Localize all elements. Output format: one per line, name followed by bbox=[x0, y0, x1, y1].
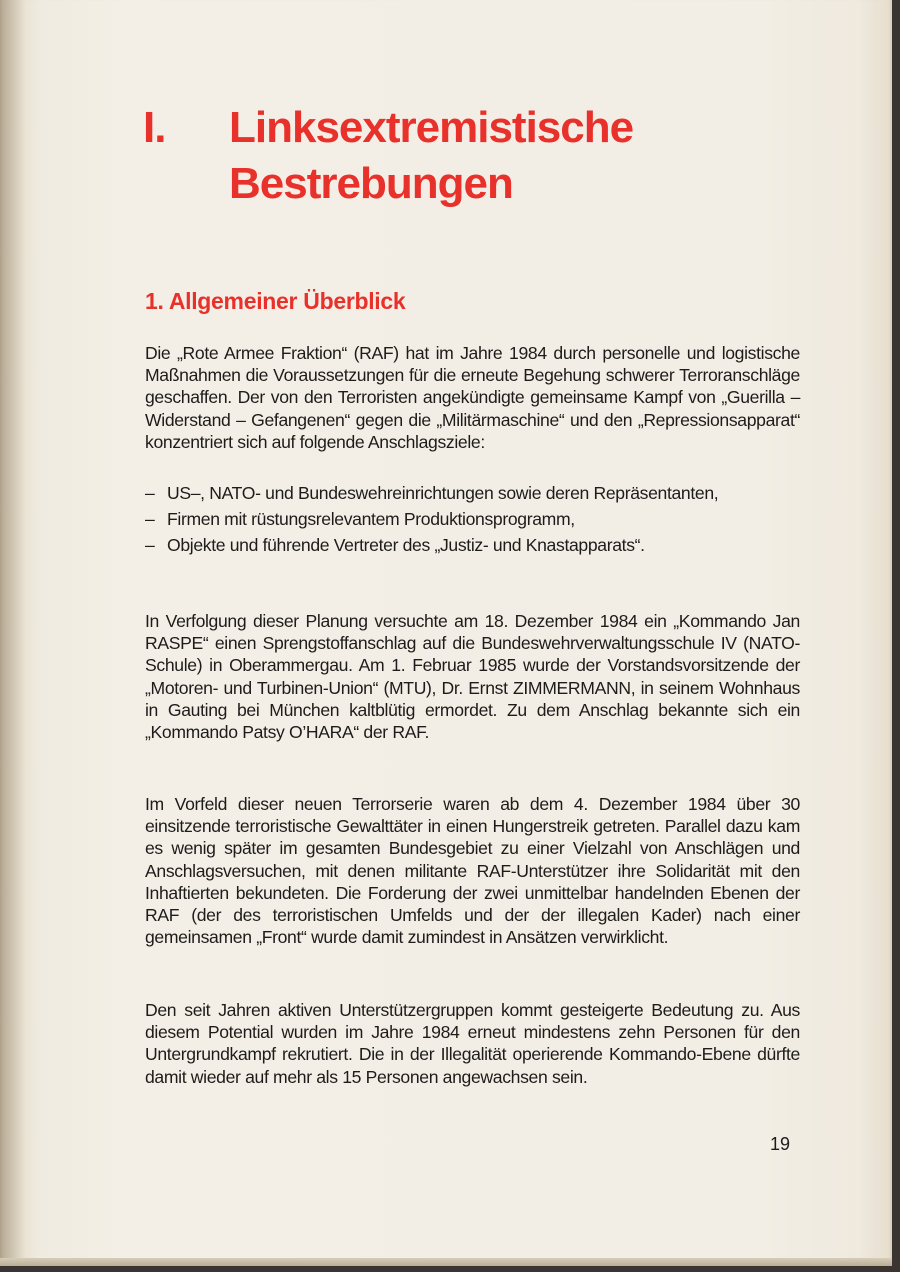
list-item-text: US–, NATO- und Bundeswehreinrichtungen sowie deren Repräsentanten, bbox=[167, 483, 719, 503]
list-dash: – bbox=[145, 535, 155, 556]
paragraph-intro: Die „Rote Armee Fraktion“ (RAF) hat im Jahre 1984 durch personelle und logistische Maßnahmen die Voraussetzungen für die erneute Begehung schwerer Terroranschläge geschaffen. Der von den Terroristen angekündigte gemeinsame Kampf von „Guerilla – Widerstand – Gefangenen“ gegen die „Militärmaschine“ und den „Repressionsapparat“ konzentriert sich auf folgende Anschlagsziele: bbox=[145, 343, 800, 452]
list-item bbox=[145, 482, 800, 504]
chapter-number: I. bbox=[143, 103, 166, 152]
list-item bbox=[145, 534, 800, 556]
chapter-title: Linksextremistische Bestrebungen bbox=[229, 103, 634, 208]
list-item-text: Objekte und führende Vertreter des „Justiz- und Knastapparats“. bbox=[167, 535, 645, 556]
gutter-shadow bbox=[0, 0, 26, 1266]
page-number: 19 bbox=[770, 1134, 791, 1154]
page-bottom-edge bbox=[0, 1258, 892, 1266]
paragraph-attacks: In Verfolgung dieser Planung versuchte am 18. Dezember 1984 ein „Kommando Jan RASPE“ einen Sprengstoffanschlag auf die Bundeswehrverwaltungsschule IV (NATO-Schule) in Oberammergau. Am 1. Februar 1985 wurde der Vorstandsvorsitzende der „Motoren- und Turbinen-Union“ (MTU), Dr. Ernst ZIMMERMANN, in seinem Wohnhaus in Gauting bei München kaltblütig ermordet. Zu dem Anschlag bekannte sich ein „Kommando Patsy O’HARA“ der RAF. bbox=[145, 611, 800, 743]
target-list bbox=[145, 482, 800, 561]
section-heading: 1. Allgemeiner Überblick bbox=[145, 288, 406, 314]
paragraph-supporters: Den seit Jahren aktiven Unterstützergruppen kommt gesteigerte Bedeutung zu. Aus diesem Potential wurden im Jahre 1984 erneut mindestens zehn Personen für den Untergrundkampf rekrutiert. Die in der Illegalität operierende Kommando-Ebene dürfte damit wieder auf mehr als 15 Personen angewachsen sein. bbox=[145, 1000, 800, 1087]
list-item bbox=[145, 508, 800, 530]
list-item-text: Firmen mit rüstungsrelevantem Produktionsprogramm, bbox=[167, 509, 575, 530]
list-dash: – bbox=[145, 483, 155, 503]
list-dash: – bbox=[145, 509, 155, 530]
paragraph-hunger-strike: Im Vorfeld dieser neuen Terrorserie waren ab dem 4. Dezember 1984 über 30 einsitzende terroristische Gewalttäter in einen Hungerstreik getreten. Parallel dazu kam es wenig später im gesamten Bundesgebiet zu einer Vielzahl von Anschlägen und Anschlagsversuchen, mit denen militante RAF-Unterstützer ihre Solidarität mit den Inhaftierten bekundeten. Die Forderung der zwei unmittelbar handelnden Ebenen der RAF (der des terroristischen Umfelds und der der illegalen Kader) nach einer gemeinsamen „Front“ wurde damit zumindest in Ansätzen verwirklicht. bbox=[145, 794, 800, 948]
